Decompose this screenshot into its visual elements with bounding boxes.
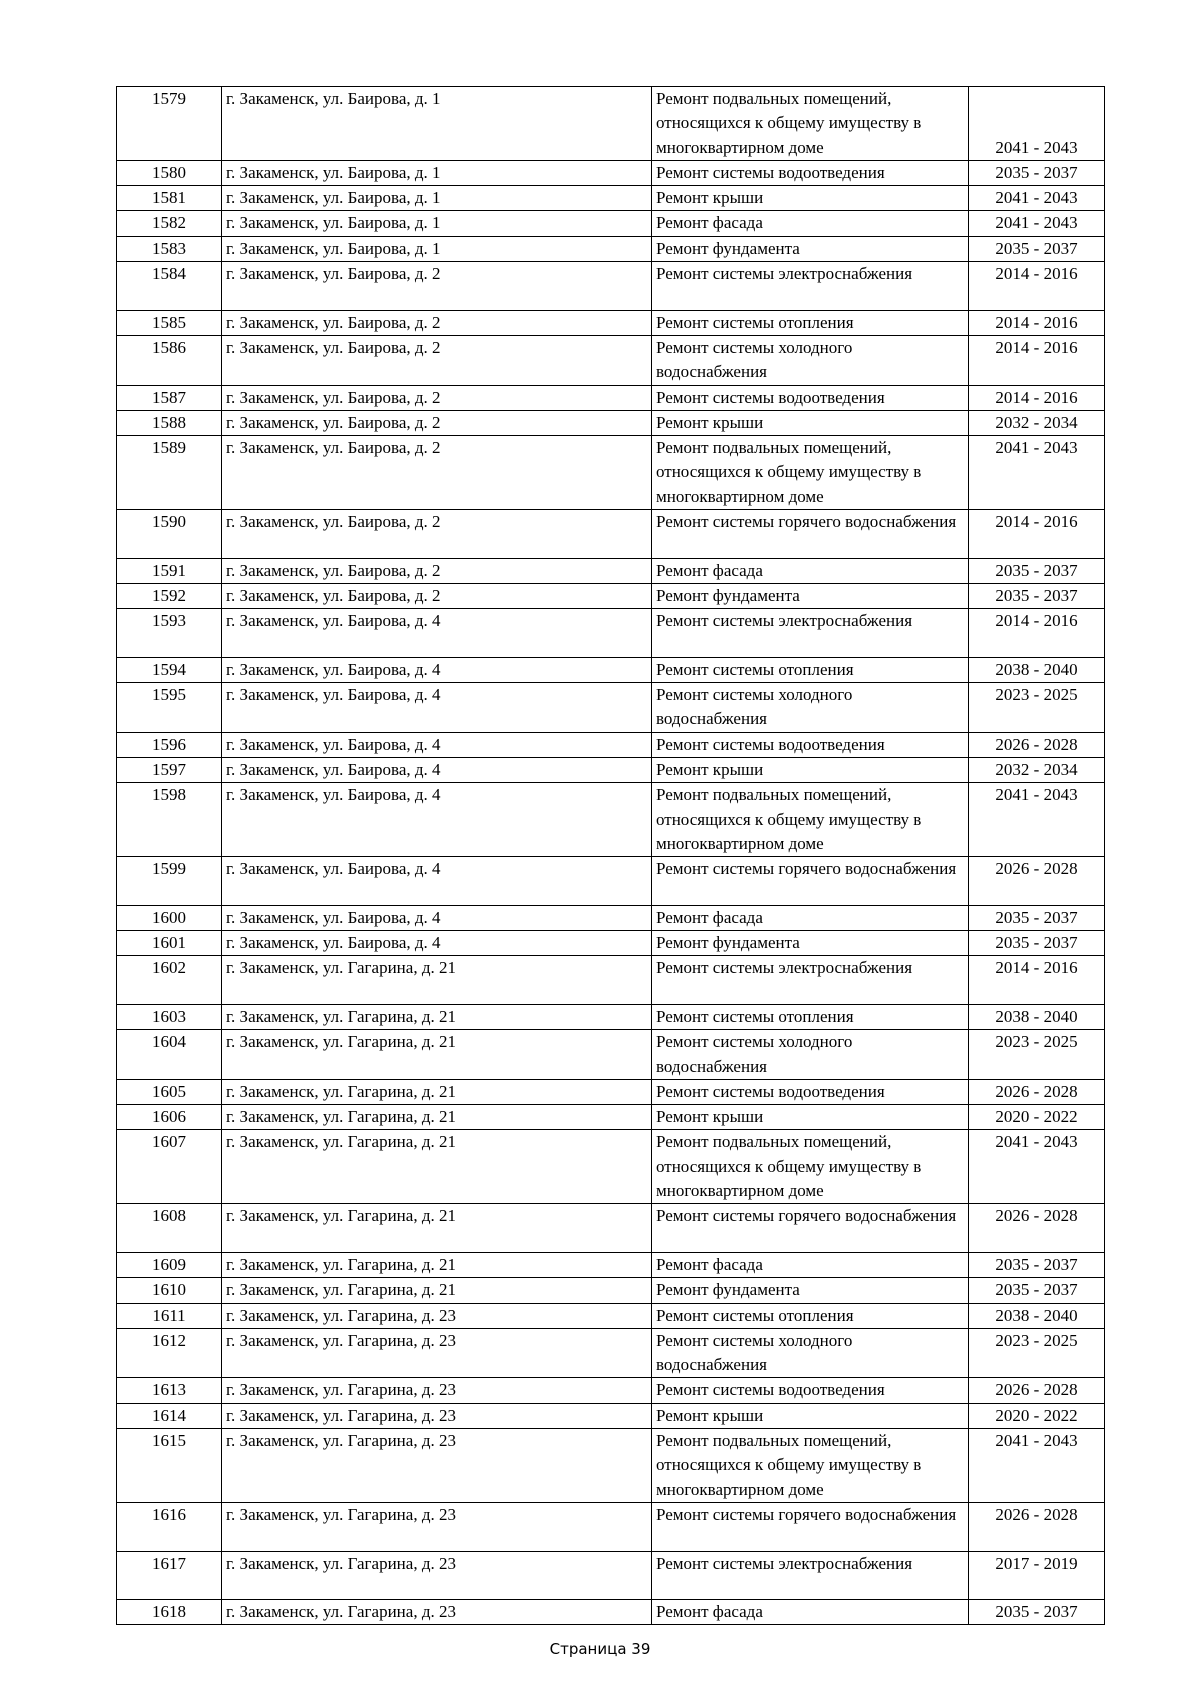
row-number-cell: 1591	[117, 558, 222, 583]
address-cell: г. Закаменск, ул. Баирова, д. 2	[222, 335, 652, 385]
period-cell: 2041 - 2043	[969, 1130, 1105, 1204]
row-number-cell: 1580	[117, 160, 222, 185]
address-cell: г. Закаменск, ул. Баирова, д. 1	[222, 211, 652, 236]
address-cell: г. Закаменск, ул. Баирова, д. 4	[222, 657, 652, 682]
table-row	[117, 310, 1105, 335]
address-cell: г. Закаменск, ул. Гагарина, д. 21	[222, 1079, 652, 1104]
address-cell: г. Закаменск, ул. Баирова, д. 1	[222, 87, 652, 161]
period-cell: 2035 - 2037	[969, 558, 1105, 583]
period-cell: 2026 - 2028	[969, 1079, 1105, 1104]
row-number-cell: 1605	[117, 1079, 222, 1104]
table-row	[117, 186, 1105, 211]
period-cell: 2038 - 2040	[969, 1004, 1105, 1029]
table-row	[117, 1378, 1105, 1403]
work-type-cell: Ремонт крыши	[652, 1403, 969, 1428]
address-cell: г. Закаменск, ул. Гагарина, д. 21	[222, 1030, 652, 1080]
address-cell: г. Закаменск, ул. Гагарина, д. 23	[222, 1502, 652, 1551]
row-number-cell: 1594	[117, 657, 222, 682]
table-row	[117, 1303, 1105, 1328]
address-cell: г. Закаменск, ул. Гагарина, д. 23	[222, 1403, 652, 1428]
row-number-cell: 1608	[117, 1204, 222, 1253]
period-cell: 2035 - 2037	[969, 160, 1105, 185]
table-row	[117, 1429, 1105, 1503]
period-cell: 2035 - 2037	[969, 236, 1105, 261]
row-number-cell: 1597	[117, 758, 222, 783]
row-number-cell: 1598	[117, 783, 222, 857]
work-type-cell: Ремонт системы отопления	[652, 1303, 969, 1328]
address-cell: г. Закаменск, ул. Баирова, д. 4	[222, 857, 652, 906]
row-number-cell: 1612	[117, 1328, 222, 1378]
work-type-cell: Ремонт фундамента	[652, 236, 969, 261]
work-type-cell: Ремонт фасада	[652, 1252, 969, 1277]
row-number-cell: 1585	[117, 310, 222, 335]
table-row	[117, 1204, 1105, 1253]
period-cell: 2020 - 2022	[969, 1403, 1105, 1428]
period-cell: 2032 - 2034	[969, 410, 1105, 435]
table-row	[117, 410, 1105, 435]
address-cell: г. Закаменск, ул. Баирова, д. 4	[222, 905, 652, 930]
row-number-cell: 1582	[117, 211, 222, 236]
table-row	[117, 1079, 1105, 1104]
address-cell: г. Закаменск, ул. Баирова, д. 4	[222, 931, 652, 956]
address-cell: г. Закаменск, ул. Баирова, д. 2	[222, 310, 652, 335]
address-cell: г. Закаменск, ул. Баирова, д. 2	[222, 583, 652, 608]
address-cell: г. Закаменск, ул. Баирова, д. 1	[222, 160, 652, 185]
row-number-cell: 1614	[117, 1403, 222, 1428]
work-type-cell: Ремонт системы электроснабжения	[652, 1551, 969, 1600]
period-cell: 2014 - 2016	[969, 335, 1105, 385]
period-cell: 2014 - 2016	[969, 609, 1105, 658]
period-cell: 2017 - 2019	[969, 1551, 1105, 1600]
row-number-cell: 1604	[117, 1030, 222, 1080]
period-cell: 2041 - 2043	[969, 783, 1105, 857]
table-row	[117, 1030, 1105, 1080]
table-row	[117, 956, 1105, 1005]
table-row	[117, 683, 1105, 733]
table-row	[117, 1004, 1105, 1029]
address-cell: г. Закаменск, ул. Баирова, д. 4	[222, 758, 652, 783]
work-type-cell: Ремонт системы холодного водоснабжения	[652, 683, 969, 733]
table-row	[117, 1130, 1105, 1204]
work-type-cell: Ремонт системы горячего водоснабжения	[652, 510, 969, 559]
row-number-cell: 1606	[117, 1105, 222, 1130]
work-type-cell: Ремонт фасада	[652, 1600, 969, 1625]
work-type-cell: Ремонт крыши	[652, 186, 969, 211]
row-number-cell: 1593	[117, 609, 222, 658]
row-number-cell: 1590	[117, 510, 222, 559]
period-cell: 2014 - 2016	[969, 956, 1105, 1005]
period-cell: 2041 - 2043	[969, 1429, 1105, 1503]
row-number-cell: 1601	[117, 931, 222, 956]
address-cell: г. Закаменск, ул. Баирова, д. 4	[222, 732, 652, 757]
period-cell: 2041 - 2043	[969, 186, 1105, 211]
row-number-cell: 1589	[117, 436, 222, 510]
work-type-cell: Ремонт системы холодного водоснабжения	[652, 1328, 969, 1378]
table-row	[117, 211, 1105, 236]
work-type-cell: Ремонт подвальных помещений, относящихся к общему имуществу в многоквартирном доме	[652, 87, 969, 161]
address-cell: г. Закаменск, ул. Баирова, д. 4	[222, 783, 652, 857]
table-row	[117, 1403, 1105, 1428]
period-cell: 2014 - 2016	[969, 385, 1105, 410]
work-type-cell: Ремонт фасада	[652, 211, 969, 236]
table-row	[117, 783, 1105, 857]
address-cell: г. Закаменск, ул. Баирова, д. 2	[222, 262, 652, 311]
table-row	[117, 335, 1105, 385]
period-cell: 2041 - 2043	[969, 436, 1105, 510]
table-row	[117, 931, 1105, 956]
period-cell: 2026 - 2028	[969, 1502, 1105, 1551]
address-cell: г. Закаменск, ул. Баирова, д. 2	[222, 558, 652, 583]
work-type-cell: Ремонт системы электроснабжения	[652, 262, 969, 311]
table-row	[117, 436, 1105, 510]
work-type-cell: Ремонт системы горячего водоснабжения	[652, 1204, 969, 1253]
address-cell: г. Закаменск, ул. Баирова, д. 1	[222, 236, 652, 261]
work-type-cell: Ремонт фундамента	[652, 931, 969, 956]
work-type-cell: Ремонт системы холодного водоснабжения	[652, 335, 969, 385]
table-row	[117, 758, 1105, 783]
table-row	[117, 583, 1105, 608]
row-number-cell: 1583	[117, 236, 222, 261]
table-row	[117, 510, 1105, 559]
work-type-cell: Ремонт системы горячего водоснабжения	[652, 857, 969, 906]
work-type-cell: Ремонт крыши	[652, 1105, 969, 1130]
table-row	[117, 236, 1105, 261]
row-number-cell: 1609	[117, 1252, 222, 1277]
period-cell: 2035 - 2037	[969, 905, 1105, 930]
period-cell: 2026 - 2028	[969, 857, 1105, 906]
work-type-cell: Ремонт подвальных помещений, относящихся к общему имуществу в многоквартирном доме	[652, 1429, 969, 1503]
address-cell: г. Закаменск, ул. Гагарина, д. 23	[222, 1378, 652, 1403]
address-cell: г. Закаменск, ул. Баирова, д. 2	[222, 436, 652, 510]
period-cell: 2023 - 2025	[969, 1328, 1105, 1378]
period-cell: 2035 - 2037	[969, 1252, 1105, 1277]
work-type-cell: Ремонт системы водоотведения	[652, 160, 969, 185]
work-type-cell: Ремонт системы водоотведения	[652, 385, 969, 410]
row-number-cell: 1581	[117, 186, 222, 211]
row-number-cell: 1596	[117, 732, 222, 757]
work-type-cell: Ремонт крыши	[652, 410, 969, 435]
table-row	[117, 385, 1105, 410]
address-cell: г. Закаменск, ул. Баирова, д. 2	[222, 385, 652, 410]
row-number-cell: 1600	[117, 905, 222, 930]
table-row	[117, 262, 1105, 311]
row-number-cell: 1579	[117, 87, 222, 161]
period-cell: 2023 - 2025	[969, 683, 1105, 733]
table-row	[117, 1551, 1105, 1600]
period-cell: 2041 - 2043	[969, 211, 1105, 236]
row-number-cell: 1610	[117, 1278, 222, 1303]
work-type-cell: Ремонт системы водоотведения	[652, 1378, 969, 1403]
period-cell: 2035 - 2037	[969, 1600, 1105, 1625]
address-cell: г. Закаменск, ул. Баирова, д. 2	[222, 510, 652, 559]
row-number-cell: 1603	[117, 1004, 222, 1029]
address-cell: г. Закаменск, ул. Гагарина, д. 21	[222, 1105, 652, 1130]
table-row	[117, 558, 1105, 583]
address-cell: г. Закаменск, ул. Баирова, д. 4	[222, 683, 652, 733]
address-cell: г. Закаменск, ул. Гагарина, д. 21	[222, 1204, 652, 1253]
address-cell: г. Закаменск, ул. Гагарина, д. 23	[222, 1600, 652, 1625]
row-number-cell: 1611	[117, 1303, 222, 1328]
row-number-cell: 1584	[117, 262, 222, 311]
row-number-cell: 1617	[117, 1551, 222, 1600]
period-cell: 2014 - 2016	[969, 510, 1105, 559]
work-type-cell: Ремонт системы горячего водоснабжения	[652, 1502, 969, 1551]
table-row	[117, 732, 1105, 757]
work-type-cell: Ремонт системы водоотведения	[652, 1079, 969, 1104]
work-type-cell: Ремонт системы отопления	[652, 657, 969, 682]
table-row	[117, 905, 1105, 930]
address-cell: г. Закаменск, ул. Гагарина, д. 23	[222, 1551, 652, 1600]
period-cell: 2014 - 2016	[969, 262, 1105, 311]
period-cell: 2038 - 2040	[969, 657, 1105, 682]
table-row	[117, 657, 1105, 682]
address-cell: г. Закаменск, ул. Гагарина, д. 23	[222, 1429, 652, 1503]
address-cell: г. Закаменск, ул. Гагарина, д. 21	[222, 1130, 652, 1204]
work-type-cell: Ремонт подвальных помещений, относящихся к общему имуществу в многоквартирном доме	[652, 436, 969, 510]
table-row	[117, 1252, 1105, 1277]
address-cell: г. Закаменск, ул. Гагарина, д. 23	[222, 1303, 652, 1328]
work-type-cell: Ремонт системы холодного водоснабжения	[652, 1030, 969, 1080]
period-cell: 2035 - 2037	[969, 1278, 1105, 1303]
work-type-cell: Ремонт подвальных помещений, относящихся к общему имуществу в многоквартирном доме	[652, 783, 969, 857]
row-number-cell: 1616	[117, 1502, 222, 1551]
row-number-cell: 1587	[117, 385, 222, 410]
row-number-cell: 1599	[117, 857, 222, 906]
table-row	[117, 1328, 1105, 1378]
table-row	[117, 857, 1105, 906]
row-number-cell: 1613	[117, 1378, 222, 1403]
row-number-cell: 1602	[117, 956, 222, 1005]
work-type-cell: Ремонт системы водоотведения	[652, 732, 969, 757]
period-cell: 2023 - 2025	[969, 1030, 1105, 1080]
period-cell: 2026 - 2028	[969, 1204, 1105, 1253]
period-cell: 2035 - 2037	[969, 931, 1105, 956]
work-type-cell: Ремонт фасада	[652, 558, 969, 583]
row-number-cell: 1615	[117, 1429, 222, 1503]
address-cell: г. Закаменск, ул. Гагарина, д. 23	[222, 1328, 652, 1378]
table-row	[117, 87, 1105, 161]
table-row	[117, 1502, 1105, 1551]
work-type-cell: Ремонт фундамента	[652, 1278, 969, 1303]
table-row	[117, 1105, 1105, 1130]
table-row	[117, 160, 1105, 185]
table-row	[117, 1600, 1105, 1625]
address-cell: г. Закаменск, ул. Баирова, д. 4	[222, 609, 652, 658]
work-type-cell: Ремонт системы отопления	[652, 1004, 969, 1029]
period-cell: 2038 - 2040	[969, 1303, 1105, 1328]
work-type-cell: Ремонт подвальных помещений, относящихся к общему имуществу в многоквартирном доме	[652, 1130, 969, 1204]
work-type-cell: Ремонт системы отопления	[652, 310, 969, 335]
table-row	[117, 609, 1105, 658]
row-number-cell: 1595	[117, 683, 222, 733]
capital-repair-table	[116, 86, 1105, 1625]
table-row	[117, 1278, 1105, 1303]
work-type-cell: Ремонт системы электроснабжения	[652, 956, 969, 1005]
period-cell: 2035 - 2037	[969, 583, 1105, 608]
work-type-cell: Ремонт фундамента	[652, 583, 969, 608]
period-cell: 2026 - 2028	[969, 1378, 1105, 1403]
period-cell: 2041 - 2043	[969, 87, 1105, 161]
period-cell: 2014 - 2016	[969, 310, 1105, 335]
address-cell: г. Закаменск, ул. Гагарина, д. 21	[222, 956, 652, 1005]
period-cell: 2026 - 2028	[969, 732, 1105, 757]
table-body	[117, 87, 1105, 1625]
work-type-cell: Ремонт крыши	[652, 758, 969, 783]
work-type-cell: Ремонт системы электроснабжения	[652, 609, 969, 658]
row-number-cell: 1607	[117, 1130, 222, 1204]
address-cell: г. Закаменск, ул. Гагарина, д. 21	[222, 1004, 652, 1029]
row-number-cell: 1588	[117, 410, 222, 435]
period-cell: 2020 - 2022	[969, 1105, 1105, 1130]
row-number-cell: 1618	[117, 1600, 222, 1625]
row-number-cell: 1586	[117, 335, 222, 385]
page-number: Страница 39	[549, 1640, 651, 1658]
address-cell: г. Закаменск, ул. Гагарина, д. 21	[222, 1252, 652, 1277]
address-cell: г. Закаменск, ул. Баирова, д. 2	[222, 410, 652, 435]
period-cell: 2032 - 2034	[969, 758, 1105, 783]
work-type-cell: Ремонт фасада	[652, 905, 969, 930]
address-cell: г. Закаменск, ул. Гагарина, д. 21	[222, 1278, 652, 1303]
address-cell: г. Закаменск, ул. Баирова, д. 1	[222, 186, 652, 211]
row-number-cell: 1592	[117, 583, 222, 608]
